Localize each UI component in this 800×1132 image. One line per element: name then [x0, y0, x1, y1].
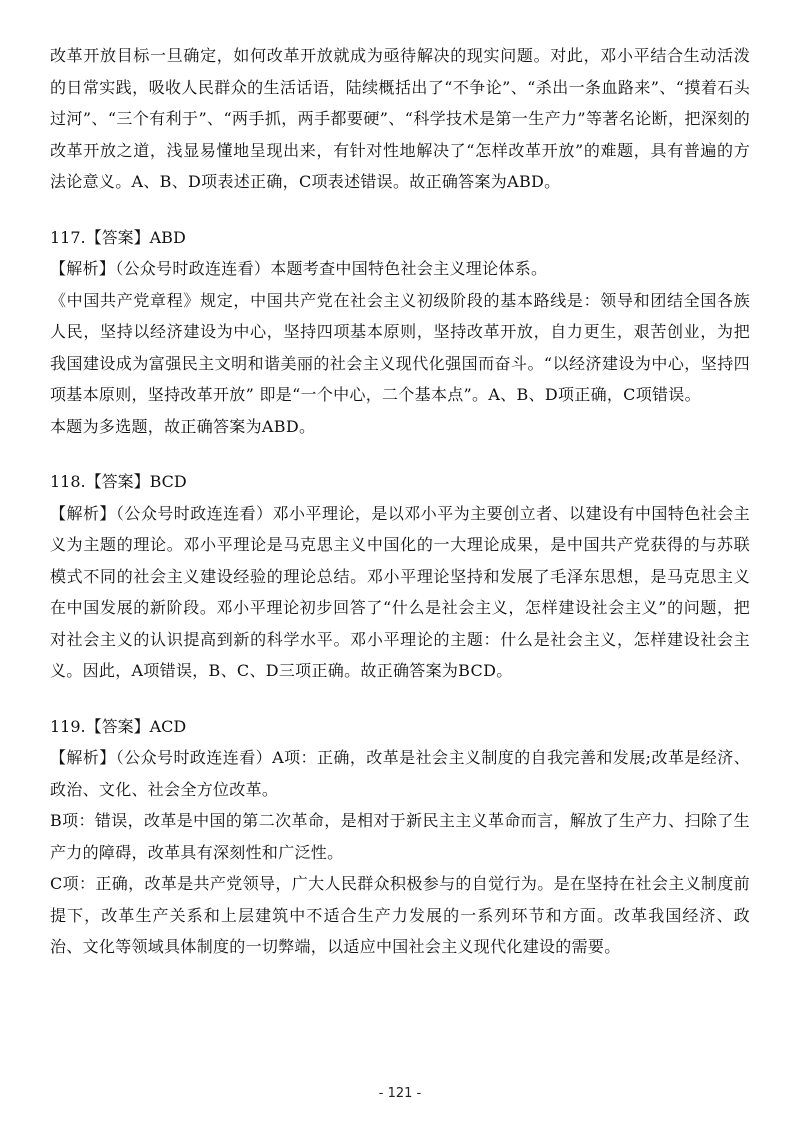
analysis-119-item-a: 【解析】（公众号时政连连看）A项：正确，改革是社会主义制度的自我完善和发展;改革是经济、政治、文化、社会全方位改革。	[50, 748, 750, 799]
answer-119: 119.【答案】ACD	[50, 716, 187, 736]
analysis-119-item-c: C项：正确，改革是共产党领导，广大人民群众积极参与的自觉行为。是在坚持在社会主义制度前提下，改革生产关系和上层建筑中不适合生产力发展的一系列环节和方面。改革我国经济、政治、文化等领域具体制度的一切弊端，以适应中国社会主义现代化建设的需要。	[50, 874, 750, 956]
analysis-117: 【解析】（公众号时政连连看）本题考查中国特色社会主义理论体系。	[50, 259, 548, 278]
question-118	[50, 466, 750, 687]
question-119	[50, 711, 750, 963]
intro-paragraph: 改革开放目标一旦确定，如何改革开放就成为亟待解决的现实问题。对此，邓小平结合生动活泼的日常实践，吸收人民群众的生活话语，陆续概括出了“不争论”、“杀出一条血路来”、“摸着石头过河”、“三个有利于”、“两手抓，两手都要硬”、“科学技术是第一生产力”等著名论断，把深刻的改革开放之道，浅显易懂地呈现出来，有针对性地解决了“怎样改革开放”的难题，具有普遍的方法论意义。A、B、D项表述正确，C项表述错误。故正确答案为ABD。	[50, 46, 750, 191]
analysis-117-paragraph-2: 本题为多选题，故正确答案为ABD。	[50, 416, 316, 436]
analysis-117-paragraph-1: 《中国共产党章程》规定，中国共产党在社会主义初级阶段的基本路线是：领导和团结全国各族人民，坚持以经济建设为中心，坚持四项基本原则，坚持改革开放，自力更生，艰苦创业，为把我国建设成为富强民主文明和谐美丽的社会主义现代化强国而奋斗。“以经济建设为中心，坚持四项基本原则，坚持改革开放” 即是“一个中心，二个基本点”。A、B、D项正确，C项错误。	[50, 290, 750, 404]
answer-118: 118.【答案】BCD	[50, 472, 187, 491]
page-number: - 121 -	[378, 1086, 422, 1101]
answer-117: 117.【答案】ABD	[50, 227, 186, 247]
analysis-118: 【解析】（公众号时政连连看）邓小平理论，是以邓小平为主要创立者、以建设有中国特色社会主义为主题的理论。邓小平理论是马克思主义中国化的一大理论成果，是中国共产党获得的与苏联模式不同的社会主义建设经验的理论总结。邓小平理论坚持和发展了毛泽东思想，是马克思主义在中国发展的新阶段。邓小平理论初步回答了“什么是社会主义，怎样建设社会主义”的问题，把对社会主义的认识提高到新的科学水平。邓小平理论的主题：什么是社会主义，怎样建设社会主义。因此，A项错误，B、C、D三项正确。故正确答案为BCD。	[50, 503, 750, 680]
analysis-119-item-b: B项：错误，改革是中国的第二次革命，是相对于新民主主义革命而言，解放了生产力、扫除了生产力的障碍，改革具有深刻性和广泛性。	[50, 811, 750, 862]
question-117	[50, 222, 750, 443]
document-body	[50, 40, 750, 963]
